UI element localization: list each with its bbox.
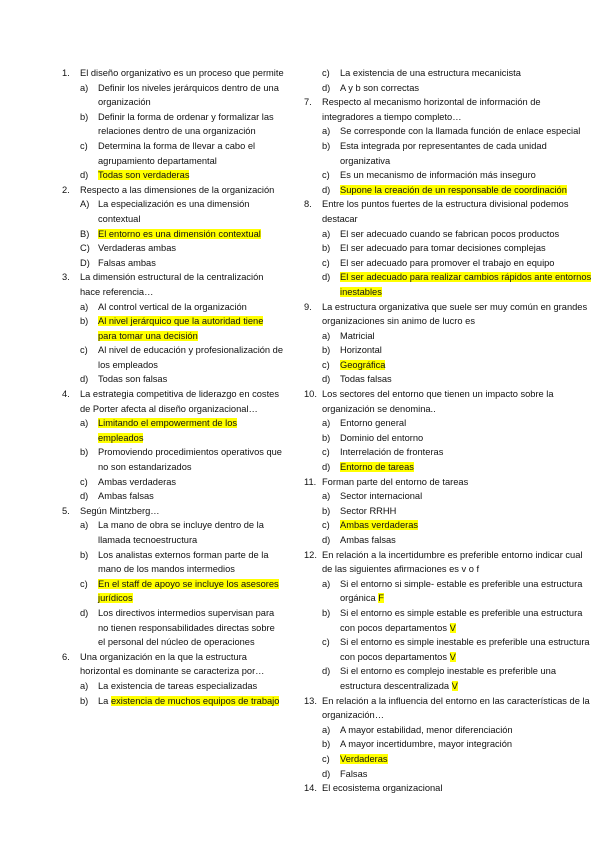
- answer-option: [322, 416, 592, 431]
- answer-option: [80, 227, 284, 242]
- option-body: [98, 258, 156, 268]
- option-text: Ambas verdaderas: [98, 476, 177, 487]
- true-false-mark: V: [451, 680, 458, 691]
- question-text: El diseño organizativo es un proceso que permite: [80, 68, 284, 78]
- option-letter: a): [322, 578, 331, 589]
- option-text: Al nivel de educación y profesionalización de los empleados: [98, 345, 284, 370]
- answer-option: [322, 372, 592, 387]
- option-letter: a): [322, 724, 331, 735]
- answer-option: [80, 445, 284, 474]
- option-body: [98, 112, 274, 137]
- option-prefix: La: [98, 695, 111, 706]
- true-false-mark: F: [378, 593, 384, 604]
- highlighted-answer: Limitando el empowerment de los empleados: [98, 418, 238, 443]
- answer-option: [80, 372, 284, 387]
- answer-option: [322, 358, 592, 373]
- option-body: [340, 126, 580, 136]
- option-letter: c): [322, 170, 330, 181]
- option-body: [340, 666, 556, 691]
- option-text: Los directivos intermedios supervisan para no tienen responsabilidades directas sobre el personal del núcleo de operaciones: [98, 607, 275, 648]
- answer-option: [322, 343, 592, 358]
- question-item: [304, 300, 592, 329]
- answer-option: [322, 256, 592, 271]
- highlighted-answer: El ser adecuado para realizar cambios rápidos ante entornos inestables: [340, 272, 592, 297]
- question-number: 7.: [304, 97, 312, 108]
- option-letter: c): [80, 578, 88, 589]
- answer-option: [80, 314, 284, 343]
- option-letter: C): [80, 243, 90, 254]
- highlighted-answer: Todas son verdaderas: [98, 170, 190, 181]
- option-letter: a): [322, 330, 331, 341]
- question-number: 6.: [62, 651, 70, 662]
- highlighted-answer: Entorno de tareas: [340, 462, 414, 473]
- answer-option: [322, 227, 592, 242]
- question-item: [62, 270, 284, 299]
- option-body: [340, 272, 591, 297]
- option-body: [98, 141, 255, 166]
- question-text: Según Mintzberg…: [80, 505, 160, 516]
- option-letter: c): [322, 753, 330, 764]
- answer-option: [322, 577, 592, 606]
- answer-option: [322, 460, 592, 475]
- option-body: [340, 491, 422, 501]
- option-letter: b): [322, 505, 331, 516]
- option-text: Si el entorno si simple- estable es preferible una estructura orgánica: [340, 578, 583, 604]
- option-body: [340, 608, 582, 633]
- option-body: [340, 637, 590, 662]
- highlighted-answer: Geográfica: [340, 359, 386, 370]
- option-body: [340, 229, 559, 239]
- option-body: [340, 433, 423, 443]
- option-body: [340, 769, 367, 779]
- question-item: [304, 475, 592, 490]
- option-text: A y b son correctas: [340, 82, 420, 93]
- question-text: Los sectores del entorno que tienen un impacto sobre la organización se denomina..: [322, 389, 554, 414]
- answer-option: [322, 518, 592, 533]
- answer-option: [322, 431, 592, 446]
- option-text: Todas falsas: [340, 374, 392, 385]
- option-text: La existencia de tareas especializadas: [98, 680, 258, 691]
- option-body: [98, 170, 189, 180]
- option-body: [340, 754, 388, 764]
- highlighted-answer: Supone la creación de un responsable de coordinación: [340, 184, 567, 195]
- option-text: A mayor incertidumbre, mayor integración: [340, 739, 513, 750]
- answer-option: [322, 504, 592, 519]
- option-text: Los analistas externos forman parte de la mano de los mandos intermedios: [98, 549, 269, 575]
- option-letter: a): [322, 491, 331, 502]
- answer-option: [322, 270, 592, 299]
- answer-option: [80, 606, 284, 650]
- option-body: [340, 418, 406, 428]
- question-text: Forman parte del entorno de tareas: [322, 476, 469, 487]
- option-body: [340, 360, 385, 370]
- answer-option: [322, 737, 592, 752]
- option-text: El ser adecuado para tomar decisiones complejas: [340, 243, 546, 254]
- question-number: 10.: [304, 389, 317, 400]
- question-item: [62, 183, 284, 198]
- answer-option: [80, 168, 284, 183]
- option-letter: b): [322, 140, 331, 151]
- answer-option: [322, 533, 592, 548]
- option-letter: d): [80, 607, 89, 618]
- option-body: [98, 550, 269, 575]
- option-body: [340, 170, 536, 180]
- option-letter: c): [322, 637, 330, 648]
- true-false-mark: V: [449, 651, 456, 662]
- answer-option: [322, 66, 592, 81]
- answer-option: [80, 489, 284, 504]
- option-body: [98, 345, 283, 370]
- option-body: [340, 520, 418, 530]
- option-letter: b): [322, 243, 331, 254]
- answer-option: [322, 635, 592, 664]
- question-item: [62, 387, 284, 416]
- option-text: Definir la forma de ordenar y formalizar las relaciones dentro de una organización: [98, 111, 274, 137]
- answer-option: [80, 694, 284, 709]
- option-letter: b): [322, 739, 331, 750]
- option-body: [98, 302, 247, 312]
- option-letter: c): [80, 476, 88, 487]
- option-text: Horizontal: [340, 345, 382, 356]
- option-letter: a): [80, 520, 89, 531]
- option-text: Promoviendo procedimientos operativos que no son estandarizados: [98, 447, 282, 473]
- option-body: [98, 199, 249, 224]
- question-text: En relación a la incertidumbre es preferible entorno indicar cual de las siguientes afirmaciones es v o f: [322, 549, 583, 575]
- option-body: [98, 608, 275, 647]
- option-body: [98, 696, 279, 706]
- option-letter: a): [322, 228, 331, 239]
- answer-option: [80, 81, 284, 110]
- option-text: Si el entorno es complejo inestable es preferible una estructura descentralizada: [340, 666, 557, 691]
- answer-option: [322, 664, 592, 693]
- answer-option: [80, 548, 284, 577]
- answer-option: [322, 329, 592, 344]
- option-letter: c): [322, 68, 330, 78]
- answer-option: [322, 723, 592, 738]
- question-text: La dimensión estructural de la centralización hace referencia…: [80, 272, 264, 297]
- option-letter: A): [80, 199, 90, 210]
- option-letter: a): [80, 418, 89, 429]
- answer-option: [322, 445, 592, 460]
- option-body: [340, 258, 554, 268]
- question-item: [304, 781, 592, 796]
- answer-option: [80, 679, 284, 694]
- question-text: Entre los puntos fuertes de la estructura divisional podemos destacar: [322, 199, 569, 224]
- option-body: [98, 491, 154, 501]
- answer-option: [322, 168, 592, 183]
- option-body: [340, 141, 547, 166]
- option-body: [340, 68, 521, 78]
- option-letter: b): [322, 607, 331, 618]
- option-text: La existencia de una estructura mecanicista: [340, 68, 521, 78]
- option-text: Determina la forma de llevar a cabo el agrupamiento departamental: [98, 140, 256, 166]
- option-letter: a): [80, 82, 89, 93]
- option-text: A mayor estabilidad, menor diferenciación: [340, 724, 513, 735]
- answer-option: [80, 241, 284, 256]
- option-body: [98, 579, 279, 604]
- option-body: [98, 418, 237, 443]
- option-body: [98, 477, 176, 487]
- option-body: [98, 520, 264, 545]
- option-text: Falsas: [340, 768, 368, 779]
- option-letter: B): [80, 228, 90, 239]
- answer-option: [80, 518, 284, 547]
- answer-option: [80, 139, 284, 168]
- option-letter: c): [322, 447, 330, 458]
- answer-option: [80, 197, 284, 226]
- option-text: Al control vertical de la organización: [98, 301, 247, 312]
- option-letter: b): [80, 447, 89, 458]
- option-body: [98, 83, 279, 108]
- option-letter: d): [322, 666, 331, 677]
- question-number: 3.: [62, 272, 70, 283]
- answer-option: [322, 767, 592, 782]
- option-body: [98, 243, 176, 253]
- question-number: 4.: [62, 389, 70, 400]
- option-body: [340, 331, 375, 341]
- highlighted-answer: Al nivel jerárquico que la autoridad tiene para tomar una decisión: [98, 316, 264, 341]
- option-letter: d): [80, 170, 89, 181]
- option-letter: d): [322, 184, 331, 195]
- option-letter: a): [80, 680, 89, 691]
- option-letter: a): [80, 301, 89, 312]
- answer-option: [322, 183, 592, 198]
- option-text: Esta integrada por representantes de cada unidad organizativa: [340, 140, 547, 166]
- question-text: Una organización en la que la estructura horizontal es dominante se caracteriza por…: [80, 651, 265, 677]
- option-letter: b): [80, 549, 89, 560]
- left-column: [62, 66, 284, 708]
- option-body: [340, 725, 513, 735]
- question-text: Respecto a las dimensiones de la organización: [80, 184, 275, 195]
- option-text: Entorno general: [340, 418, 407, 429]
- right-column: [304, 66, 592, 796]
- question-number: 13.: [304, 695, 317, 706]
- option-letter: d): [322, 462, 331, 473]
- question-text: El ecosistema organizacional: [322, 783, 443, 794]
- highlighted-answer: existencia de muchos equipos de trabajo: [110, 695, 280, 706]
- question-text: La estructura organizativa que suele ser muy común en grandes organizaciones sin animo de lucro es: [322, 301, 588, 327]
- question-item: [304, 387, 592, 416]
- question-text: En relación a la influencia del entorno en las características de la organización…: [322, 695, 590, 721]
- highlighted-answer: Verdaderas: [340, 753, 388, 764]
- answer-option: [322, 124, 592, 139]
- answer-option: [322, 606, 592, 635]
- answer-option: [322, 489, 592, 504]
- answer-option: [80, 110, 284, 139]
- highlighted-answer: En el staff de apoyo se incluye los asesores jurídicos: [98, 578, 279, 604]
- option-text: La mano de obra se incluye dentro de la llamada tecnoestructura: [98, 520, 264, 545]
- answer-option: [80, 475, 284, 490]
- option-body: [98, 374, 167, 384]
- option-letter: b): [80, 316, 89, 327]
- option-letter: a): [322, 418, 331, 429]
- option-body: [98, 316, 263, 341]
- question-item: [304, 95, 592, 124]
- question-number: 14.: [304, 783, 317, 794]
- option-text: Se corresponde con la llamada función de enlace especial: [340, 126, 581, 137]
- option-text: Verdaderas ambas: [98, 243, 177, 254]
- option-body: [340, 345, 382, 355]
- option-text: El ser adecuado para promover el trabajo en equipo: [340, 257, 555, 268]
- question-number: 2.: [62, 184, 70, 195]
- option-body: [340, 535, 396, 545]
- question-number: 11.: [304, 476, 317, 487]
- option-letter: c): [80, 140, 88, 151]
- option-text: Sector RRHH: [340, 505, 397, 516]
- option-body: [340, 447, 443, 457]
- option-letter: d): [322, 768, 331, 779]
- answer-option: [80, 343, 284, 372]
- option-body: [340, 462, 414, 472]
- option-letter: d): [80, 374, 89, 385]
- option-text: Ambas falsas: [98, 491, 154, 502]
- option-letter: d): [322, 82, 331, 93]
- option-letter: d): [322, 535, 331, 545]
- option-letter: c): [322, 257, 330, 268]
- question-item: [62, 650, 284, 679]
- answer-option: [80, 300, 284, 315]
- option-body: [340, 185, 567, 195]
- option-letter: c): [80, 345, 88, 356]
- question-number: 12.: [304, 549, 317, 560]
- question-number: 9.: [304, 301, 312, 312]
- option-text: Falsas ambas: [98, 257, 156, 268]
- question-number: 8.: [304, 199, 312, 210]
- answer-option: [322, 81, 592, 96]
- option-text: Si el entorno es simple estable es preferible una estructura con pocos departamentos: [340, 607, 583, 633]
- option-letter: D): [80, 257, 90, 268]
- question-item: [62, 66, 284, 81]
- option-text: Matricial: [340, 330, 375, 341]
- answer-option: [80, 256, 284, 271]
- question-text: La estrategia competitiva de liderazgo en costes de Porter afecta al diseño organizacional…: [80, 389, 279, 414]
- option-body: [340, 506, 396, 516]
- highlighted-answer: El entorno es una dimensión contextual: [98, 228, 261, 239]
- option-text: Todas son falsas: [98, 374, 168, 385]
- option-letter: b): [322, 345, 331, 356]
- question-number: 1.: [62, 68, 70, 78]
- option-body: [340, 579, 582, 604]
- option-text: Interrelación de fronteras: [340, 447, 444, 458]
- option-text: Definir los niveles jerárquicos dentro de una organización: [98, 82, 279, 108]
- option-text: Sector internacional: [340, 491, 423, 502]
- option-letter: a): [322, 126, 331, 137]
- question-item: [304, 197, 592, 226]
- option-body: [98, 447, 282, 472]
- question-text: Respecto al mecanismo horizontal de información de integradores a tiempo completo…: [322, 97, 541, 122]
- option-letter: d): [322, 374, 331, 385]
- answer-option: [80, 577, 284, 606]
- option-text: Dominio del entorno: [340, 432, 424, 443]
- answer-option: [80, 416, 284, 445]
- question-number: 5.: [62, 505, 70, 516]
- answer-option: [322, 139, 592, 168]
- option-text: El ser adecuado cuando se fabrican pocos productos: [340, 228, 560, 239]
- option-body: [340, 83, 419, 93]
- option-letter: b): [322, 432, 331, 443]
- option-body: [98, 229, 261, 239]
- true-false-mark: V: [449, 622, 456, 633]
- option-text: Es un mecanismo de información más inseguro: [340, 170, 536, 181]
- option-letter: b): [80, 111, 89, 122]
- option-text: Ambas falsas: [340, 535, 396, 545]
- option-body: [340, 374, 392, 384]
- option-text: Si el entorno es simple inestable es preferible una estructura con pocos departamentos: [340, 637, 590, 662]
- option-letter: c): [322, 520, 330, 531]
- option-letter: d): [322, 272, 331, 283]
- option-letter: c): [322, 359, 330, 370]
- question-item: [304, 548, 592, 577]
- highlighted-answer: Ambas verdaderas: [340, 520, 419, 531]
- question-item: [62, 504, 284, 519]
- option-letter: b): [80, 695, 89, 706]
- answer-option: [322, 241, 592, 256]
- question-item: [304, 694, 592, 723]
- option-body: [340, 243, 546, 253]
- option-text: La especialización es una dimensión contextual: [98, 199, 250, 224]
- answer-option: [322, 752, 592, 767]
- option-body: [98, 681, 257, 691]
- option-body: [340, 739, 512, 749]
- option-letter: d): [80, 491, 89, 502]
